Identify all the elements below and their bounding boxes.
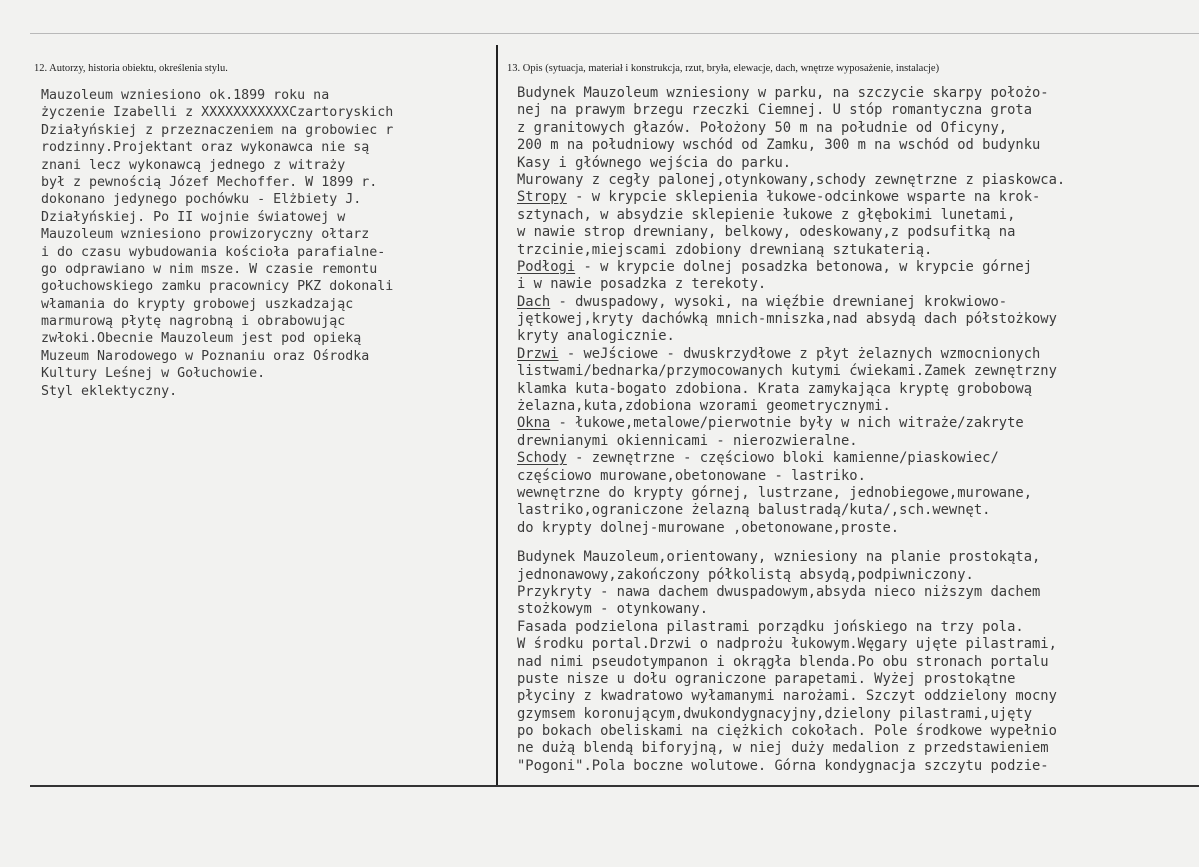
section-12-text bbox=[41, 87, 393, 400]
left-text-line: Mauzoleum wzniesiono ok.1899 roku na bbox=[41, 88, 330, 103]
right-text-line bbox=[517, 224, 1065, 241]
bottom-rule bbox=[30, 785, 1199, 787]
line-text: - w krypcie dolnej posadzka betonowa, w krypcie górnej bbox=[575, 258, 1033, 275]
line-text: - zewnętrzne - częściowo bloki kamienne/piaskowiec/ bbox=[566, 450, 999, 467]
left-text-line: Mauzoleum wzniesiono prowizoryczny ołtarz bbox=[41, 227, 370, 243]
left-text-line: dokonano jedynego pochówku - Elżbiety J. bbox=[41, 192, 362, 208]
line-text: żelazna,kuta,zdobiona wzorami geometrycznymi. bbox=[517, 398, 891, 415]
section-term: Podłogi bbox=[517, 258, 576, 275]
left-text-line: był z pewnością Józef Mechoffer. W 1899 r. bbox=[41, 174, 378, 190]
right-text-line bbox=[517, 415, 1065, 432]
line-text: - weJściowe - dwuskrzydłowe z płyt żelaznych wzmocnionych bbox=[558, 345, 1041, 362]
line-text: z granitowych głazów. Położony 50 m na południe od Oficyny, bbox=[517, 119, 1008, 136]
right-text-line: gzymsem koronującym,dwukondygnacyjny,dzielony pilastrami,ujęty bbox=[517, 705, 1032, 722]
section-13-header: 13. Opis (sytuacja, materiał i konstrukcja, rzut, bryła, elewacje, dach, wnętrze wyposażenie, instalacje) bbox=[507, 63, 940, 74]
left-text-line: i do czasu wybudowania kościoła parafialne- bbox=[41, 244, 386, 260]
section-13-text bbox=[517, 85, 1065, 775]
top-rule bbox=[30, 33, 1199, 34]
right-text-line bbox=[517, 259, 1065, 276]
left-text-line: Kultury Leśnej w Gołuchowie. bbox=[41, 366, 266, 382]
line-text: nej na prawym brzegu rzeczki Ciemnej. U stóp romantyczna grota bbox=[517, 102, 1032, 119]
section-term: Drzwi bbox=[517, 345, 559, 362]
section-term: Okna bbox=[517, 415, 551, 432]
right-text-line: "Pogoni".Pola boczne wolutowe. Górna kondygnacja szczytu podzie- bbox=[517, 757, 1049, 774]
left-text-line: włamania do krypty grobowej uszkadzając bbox=[41, 296, 354, 312]
line-text: jętkowej,kryty dachówką mnich-mniszka,nad absydą dach półstożkowy bbox=[517, 311, 1057, 328]
left-text-line: rodzinny.Projektant oraz wykonawca nie są bbox=[41, 140, 370, 156]
right-text-line bbox=[517, 328, 1065, 345]
right-text-line: jednonawowy,zakończony półkolistą absydą,podpiwniczony. bbox=[517, 566, 974, 583]
right-text-line: stożkowym - otynkowany. bbox=[517, 601, 709, 618]
right-text-line bbox=[517, 102, 1065, 119]
line-text: sztynach, w absydzie sklepienie łukowe z głębokimi lunetami, bbox=[517, 206, 1016, 223]
right-text-line: Fasada podzielona pilastrami porządku jońskiego na trzy pola. bbox=[517, 618, 1024, 635]
right-text-line bbox=[517, 207, 1065, 224]
left-text-line: Muzeum Narodowego w Poznaniu oraz Ośrodka bbox=[41, 348, 370, 364]
column-divider bbox=[496, 45, 498, 785]
right-text-line: puste nisze u dołu ograniczone parapetami. Wyżej prostokątne bbox=[517, 670, 1016, 687]
line-text: do krypty dolnej-murowane ,obetonowane,proste. bbox=[517, 519, 900, 536]
line-text: - dwuspadowy, wysoki, na więźbie drewnianej krokwiowo- bbox=[550, 293, 1008, 310]
right-text-line bbox=[517, 172, 1065, 189]
right-text-line bbox=[517, 485, 1065, 502]
right-text-line bbox=[517, 502, 1065, 519]
line-text: Murowany z cegły palonej,otynkowany,schody zewnętrzne z piaskowca. bbox=[517, 171, 1066, 188]
right-text-line bbox=[517, 381, 1065, 398]
line-text: częściowo murowane,obetonowane - lastriko. bbox=[517, 467, 866, 484]
line-text: i w nawie posadzka z terekoty. bbox=[517, 276, 767, 293]
left-text-line: gołuchowskiego zamku pracownicy PKZ dokonali bbox=[41, 279, 394, 295]
right-text-line bbox=[517, 433, 1065, 450]
line-text: klamka kuta-bogato zdobiona. Krata zamykająca kryptę grobobową bbox=[517, 380, 1032, 397]
line-text: - w krypcie sklepienia łukowe-odcinkowe wsparte na krok- bbox=[566, 189, 1041, 206]
line-text: w nawie strop drewniany, belkowy, odeskowany,z podsufitką na bbox=[517, 224, 1016, 241]
right-text-line bbox=[517, 520, 1065, 537]
left-text-line: go odprawiano w nim msze. W czasie remontu bbox=[41, 261, 378, 277]
left-text-line: marmurową płytę nagrobną i obrabowując bbox=[41, 314, 346, 330]
right-text-line bbox=[517, 242, 1065, 259]
right-text-line: nad nimi pseudotympanon i okrągła blenda.Po obu stronach portalu bbox=[517, 653, 1049, 670]
right-text-line bbox=[517, 468, 1065, 485]
line-text: wewnętrzne do krypty górnej, lustrzane, jednobiegowe,murowane, bbox=[517, 484, 1032, 501]
left-text-line: Działyńskiej. Po II wojnie światowej w bbox=[41, 209, 346, 225]
right-text-line bbox=[517, 450, 1065, 467]
section-12-header: 12. Autorzy, historia obiektu, określenia stylu. bbox=[34, 63, 228, 74]
right-text-line: po bokach obeliskami na ciężkich cokołach. Pole środkowe wypełnio bbox=[517, 723, 1057, 740]
right-text-line bbox=[517, 189, 1065, 206]
right-text-line bbox=[517, 85, 1065, 102]
right-text-line bbox=[517, 398, 1065, 415]
line-text: drewnianymi okiennicami - nierozwieralne. bbox=[517, 432, 858, 449]
line-text: listwami/bednarka/przymocowanych kutymi ćwiekami.Zamek zewnętrzny bbox=[517, 363, 1057, 380]
left-text-line: znani lecz wykonawcą jednego z witraży bbox=[41, 157, 346, 173]
right-text-line: ne dużą blendą biforyjną, w niej duży medalion z przedstawieniem bbox=[517, 740, 1049, 757]
left-text-line: zwłoki.Obecnie Mauzoleum jest pod opieką bbox=[41, 331, 362, 347]
line-text: Kasy i głównego wejścia do parku. bbox=[517, 154, 792, 171]
line-text: trzcinie,miejscami zdobiony drewnianą sztukaterią. bbox=[517, 241, 933, 258]
right-text-line bbox=[517, 120, 1065, 137]
section-term: Stropy bbox=[517, 189, 567, 206]
right-text-line: W środku portal.Drzwi o nadprożu łukowym.Węgary ujęte pilastrami, bbox=[517, 636, 1057, 653]
right-text-line bbox=[517, 363, 1065, 380]
line-text: lastriko,ograniczone żelazną balustradą/kuta/,sch.wewnęt. bbox=[517, 502, 991, 519]
right-text-line bbox=[517, 346, 1065, 363]
right-text-line bbox=[517, 276, 1065, 293]
right-text-line bbox=[517, 294, 1065, 311]
section-term: Dach bbox=[517, 293, 551, 310]
section-term: Schody bbox=[517, 450, 567, 467]
line-text: Budynek Mauzoleum wzniesiony w parku, na szczycie skarpy położo- bbox=[517, 85, 1049, 101]
left-text-line: Styl eklektyczny. bbox=[41, 383, 178, 399]
line-text: kryty analogicznie. bbox=[517, 328, 675, 345]
right-text-line bbox=[517, 137, 1065, 154]
right-text-line: Budynek Mauzoleum,orientowany, wzniesiony na planie prostokąta, bbox=[517, 549, 1041, 566]
right-text-line bbox=[517, 155, 1065, 172]
left-text-line: życzenie Izabelli z XXXXXXXXXXXCzartoryskich bbox=[41, 105, 394, 121]
right-text-line: Przykryty - nawa dachem dwuspadowym,absyda nieco niższym dachem bbox=[517, 583, 1041, 600]
right-text-line: płyciny z kwadratowo wyłamanymi narożami. Szczyt oddzielony mocny bbox=[517, 688, 1057, 705]
paragraph-gap bbox=[517, 537, 1065, 549]
line-text: - łukowe,metalowe/pierwotnie były w nich witraże/zakryte bbox=[550, 415, 1024, 432]
right-text-line bbox=[517, 311, 1065, 328]
left-text-line: Działyńskiej z przeznaczeniem na grobowiec r bbox=[41, 122, 394, 138]
line-text: 200 m na południowy wschód od Zamku, 300 m na wschód od budynku bbox=[517, 137, 1041, 154]
